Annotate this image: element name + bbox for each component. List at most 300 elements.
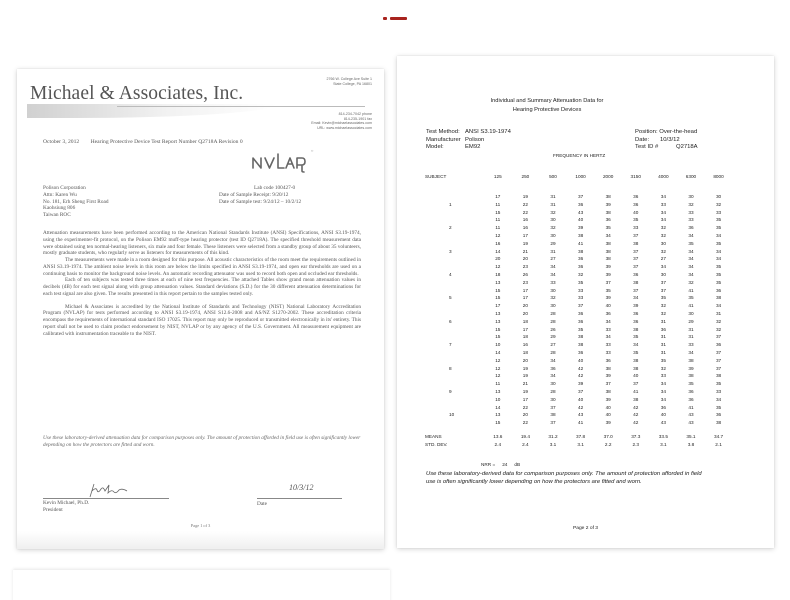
frequency-col: 125	[493, 174, 502, 179]
subject-id	[419, 216, 484, 224]
signature-line	[43, 498, 169, 499]
cell-value: 31	[550, 248, 556, 254]
subject-id	[419, 255, 484, 263]
disclaimer: Use these laboratory-derived attenuation data for comparison purposes only. The amount of protection afforded in field use is often significantly lower depending on how the protectors are fitted and worn.	[43, 435, 361, 448]
report-page-2[interactable]	[397, 56, 774, 548]
subject-id	[419, 404, 484, 412]
frequency-col: 4000	[658, 174, 669, 179]
cell-value: 34	[688, 271, 694, 277]
cell-value: 30	[550, 396, 556, 402]
cell-value: 28	[550, 349, 556, 355]
cell-value: 34	[550, 357, 556, 363]
cell-value: 42	[577, 365, 584, 371]
cell-value: 19	[522, 194, 528, 199]
cell-value: 38	[715, 373, 722, 379]
cell-value: 28	[550, 310, 556, 316]
table-row	[419, 333, 732, 341]
cell-value: 42	[577, 373, 584, 379]
cell-value: 33	[577, 287, 584, 293]
cell-value: 36	[715, 287, 722, 293]
company-address: 2766 W. College Ave Suite 1 State College, PA 16801	[326, 77, 372, 86]
cell-value: 37	[550, 420, 556, 426]
table-row	[419, 396, 732, 404]
date-label: Date	[257, 501, 267, 507]
cell-value: 38	[633, 326, 639, 332]
cell-value: 35	[715, 217, 722, 223]
cell-value: 37	[715, 357, 722, 363]
cell-value: 32	[660, 248, 666, 254]
cell-value: 41	[633, 388, 639, 394]
summary-value: 34.7	[713, 433, 724, 439]
summary-value: 37.3	[631, 433, 641, 439]
cell-value: 37	[633, 248, 639, 254]
cell-value: 29	[550, 240, 556, 246]
cell-value: 35	[715, 264, 722, 270]
cell-value: 22	[522, 201, 528, 207]
cell-value: 35	[715, 279, 722, 285]
cell-value: 32	[660, 365, 666, 371]
cell-value: 39	[688, 365, 694, 371]
frequency-row	[419, 174, 732, 183]
subject-id	[419, 193, 484, 201]
test-method: ANSI S3.19-1974	[465, 129, 511, 135]
summary-value: 19.4	[520, 433, 530, 439]
cell-value: 33	[605, 326, 611, 332]
cell-value: 38	[633, 396, 639, 402]
paragraph: Attenuation measurements have been performed according to the American National Standards Institute (ANSI) Specifications, ANSI S3.19-1974, using the experimenter-fit protocol, on the Polison EM92 muff-type hearing protector (test ID Q2718A). The specified threshold measurement data were obtained using ten normal-hearing listeners, six male and four female. These listeners were selected from a standby group of about 35 volunteers, mostly graduate students, who regularly serve as listeners for measurements of this kind.	[43, 230, 361, 257]
cell-value: 43	[688, 420, 694, 426]
cell-value: 26	[522, 271, 528, 277]
summary-value: 35.1	[686, 433, 696, 439]
subject-id	[419, 326, 484, 334]
cell-value: 13	[495, 388, 501, 394]
cell-value: 38	[577, 334, 584, 340]
cell-value: 37	[550, 404, 556, 410]
cell-value: 21	[522, 248, 528, 254]
frequency-col: 8000	[713, 174, 724, 179]
cell-value: 37	[605, 381, 611, 387]
cell-value: 38	[577, 232, 584, 238]
cell-value: 37	[633, 287, 639, 293]
subject-id	[419, 333, 484, 341]
cell-value: 27	[550, 256, 556, 262]
cell-value: 12	[495, 264, 501, 270]
cell-value: 36	[633, 201, 639, 207]
cell-value: 41	[577, 240, 584, 246]
cell-value: 33	[605, 342, 611, 348]
cell-value: 12	[495, 232, 501, 238]
frequency-col: 1000	[575, 174, 586, 179]
date-line	[257, 498, 342, 499]
summary-value: 3.1	[549, 441, 557, 447]
cell-value: 23	[522, 279, 528, 285]
cell-value: 32	[550, 295, 556, 301]
table-row	[419, 216, 732, 224]
cell-value: 32	[715, 326, 722, 332]
cell-value: 36	[605, 357, 611, 363]
cell-value: 42	[633, 412, 639, 418]
means-row	[419, 433, 732, 441]
cell-value: 38	[605, 209, 611, 215]
cell-value: 34	[550, 271, 556, 277]
cell-value: 38	[715, 295, 722, 301]
cell-value: 34	[715, 256, 722, 262]
cell-value: 39	[605, 271, 611, 277]
cell-value: 38	[577, 248, 584, 254]
summary-label: STD. DEV.	[425, 441, 448, 447]
subject-id	[419, 232, 484, 240]
cell-value: 19	[522, 365, 528, 371]
cell-value: 42	[633, 404, 639, 410]
cell-value: 32	[715, 201, 722, 207]
cell-value: 10	[495, 396, 501, 402]
table-row	[419, 255, 732, 263]
cell-value: 33	[688, 209, 694, 215]
cell-value: 36	[605, 217, 611, 223]
cell-value: 36	[633, 310, 639, 316]
cell-value: 36	[605, 310, 611, 316]
cell-value: 30	[550, 232, 556, 238]
company-contact: 814-234-7042 phone 814-235-1901 fax Email: Kevin@michaelassociates.com URL: www.michaelassociates.com	[311, 112, 372, 130]
cell-value: 23	[522, 264, 528, 270]
table-row	[419, 294, 732, 302]
cell-value: 17	[522, 396, 528, 402]
cell-value: 36	[577, 349, 584, 355]
cell-value: 16	[522, 217, 528, 223]
summary-value: 37.0	[603, 433, 613, 439]
cell-value: 14	[495, 349, 501, 355]
table-row	[419, 248, 732, 256]
cell-value: 34	[688, 232, 694, 238]
cell-value: 38	[605, 194, 611, 199]
receipt-date: Date of Sample Receipt: 9/20/12	[219, 191, 289, 198]
subject-id: 8	[449, 365, 452, 371]
cell-value: 34	[550, 264, 556, 270]
summary-value: 33.5	[658, 433, 668, 439]
cell-value: 34	[660, 381, 666, 387]
cell-value: 12	[495, 357, 501, 363]
summary-value: 31.2	[548, 433, 558, 439]
subject-id	[419, 240, 484, 248]
cell-value: 21	[522, 381, 528, 387]
cell-value: 34	[633, 342, 639, 348]
cell-value: 38	[688, 373, 694, 379]
cell-value: 19	[522, 373, 528, 379]
report-page-1[interactable]	[17, 69, 384, 549]
cell-value: 38	[577, 342, 584, 348]
cell-value: 15	[495, 209, 501, 215]
report-body	[43, 230, 361, 337]
test-info-right: Position: Over-the-head Date: 10/3/12 Test ID # Q2718A	[635, 129, 698, 151]
cell-value: 34	[605, 232, 611, 238]
cell-value: 27	[660, 256, 666, 262]
test-date: 10/3/12	[660, 136, 680, 143]
cell-value: 39	[577, 225, 584, 231]
cell-value: 34	[715, 232, 722, 238]
cell-value: 30	[688, 310, 694, 316]
cell-value: 32	[660, 225, 666, 231]
table-row	[419, 302, 732, 310]
cell-value: 35	[633, 334, 639, 340]
cell-value: 20	[495, 256, 501, 262]
cell-value: 35	[688, 381, 694, 387]
paragraph: The measurements were made in a room designed for this purpose. All acoustic characteristics of the room meet the requirements outlined in ANSI S3.19-1974. The ambient noise levels in this room are below the limits specified in ANSI S3.19-1974, and open ear thresholds are used on a continuing basis to monitor the background noise levels. An automatic recording attenuator was used to record both open and occluded ear thresholds.	[43, 257, 361, 277]
cell-value: 31	[715, 310, 722, 316]
cell-value: 18	[495, 271, 501, 277]
attenuation-table	[419, 174, 732, 449]
cell-value: 14	[495, 404, 501, 410]
cell-value: 34	[660, 194, 666, 199]
cell-value: 33	[633, 225, 639, 231]
cell-value: 11	[495, 217, 501, 223]
cell-value: 35	[715, 404, 722, 410]
company-name: Michael & Associates, Inc.	[30, 83, 244, 104]
table-row	[419, 357, 732, 365]
cell-value: 37	[633, 256, 639, 262]
cell-value: 41	[688, 404, 694, 410]
summary-value: 2.4	[522, 441, 529, 447]
cell-value: 11	[495, 201, 501, 207]
cell-value: 36	[633, 194, 639, 199]
cell-value: 42	[633, 420, 639, 426]
paragraph: Michael & Associates is accredited by the National Institute of Standards and Technology (NIST) National Laboratory Accreditation Program (NVLAP) for tests performed according to ANSI S3.19-1974, ANSI S12.6-2008 and AS/NZ S1270-2002. These accreditation criteria encompass the requirements of international standard ISO 17025. This report may only be reproduced or transmitted electronically in its' entirety. This report shall not be used to claim product endorsement by NIST, NVLAP or by any agency of the U.S. Government. All measurement equipment are calibrated with instrumentation traceable to the NIST.	[43, 303, 361, 337]
cell-value: 30	[550, 287, 556, 293]
cell-value: 34	[715, 248, 722, 254]
cell-value: 35	[605, 225, 611, 231]
cell-value: 19	[522, 240, 528, 246]
subject-id: 4	[449, 271, 452, 277]
cell-value: 39	[605, 420, 611, 426]
table-row	[419, 193, 732, 201]
subject-id: 7	[449, 342, 452, 348]
cell-value: 37	[633, 264, 639, 270]
signature-icon	[87, 481, 131, 499]
cell-value: 37	[577, 194, 584, 199]
table-row	[419, 404, 732, 412]
cell-value: 37	[633, 381, 639, 387]
cell-value: 36	[550, 365, 556, 371]
cell-value: 33	[605, 349, 611, 355]
subject-id	[419, 372, 484, 380]
summary-value: 3.1	[577, 441, 584, 447]
cell-value: 28	[550, 318, 556, 324]
cell-value: 38	[605, 240, 611, 246]
subject-id: 5	[449, 295, 452, 301]
cell-value: 33	[660, 201, 666, 207]
cell-value: 38	[715, 420, 722, 426]
cell-value: 33	[688, 342, 694, 348]
cell-value: 14	[495, 248, 501, 254]
nvlap-logo-icon	[250, 151, 310, 173]
cell-value: 17	[495, 303, 501, 309]
recipient-address: Polison Corporation Attn: Karen Wu No. 181, Erh Sheng First Road Kaohsiung 806 Taiwan ROC	[43, 185, 109, 219]
subject-id	[419, 287, 484, 295]
cell-value: 35	[577, 326, 584, 332]
table-row	[419, 349, 732, 357]
cell-value: 33	[660, 373, 666, 379]
table-title: Individual and Summary Attenuation Data for Hearing Protective Devices	[490, 98, 604, 113]
cell-value: 40	[577, 396, 584, 402]
subject-id: 9	[449, 388, 452, 394]
cell-value: 17	[522, 326, 528, 332]
summary-value: 3.1	[660, 441, 667, 447]
letterhead-rule	[117, 106, 365, 107]
cell-value: 31	[660, 318, 666, 324]
table-row	[419, 240, 732, 248]
cell-value: 36	[577, 264, 584, 270]
subject-id: 2	[449, 225, 452, 231]
subject-id	[419, 263, 484, 271]
cell-value: 22	[522, 209, 528, 215]
cell-value: 40	[605, 404, 611, 410]
cell-value: 30	[715, 194, 722, 199]
cell-value: 35	[660, 357, 666, 363]
cell-value: 20	[522, 357, 528, 363]
cell-value: 30	[550, 303, 556, 309]
cell-value: 40	[633, 209, 639, 215]
page-number: Page 2 of 3	[572, 526, 599, 531]
table-row	[419, 411, 732, 419]
cell-value: 18	[522, 318, 528, 324]
subject-id: 3	[449, 248, 452, 254]
cell-value: 37	[715, 365, 722, 371]
cell-value: 38	[605, 365, 611, 371]
cell-value: 32	[660, 232, 666, 238]
cell-value: 37	[715, 334, 722, 340]
signatory: Kevin Michael, Ph.D. President	[43, 500, 90, 513]
test-id: Q2718A	[676, 144, 698, 151]
cell-value: 35	[633, 349, 639, 355]
cell-value: 29	[550, 334, 556, 340]
subject-id: 1	[449, 201, 452, 207]
cell-value: 31	[550, 194, 556, 199]
report-date: October 3, 2012	[43, 139, 80, 145]
cell-value: 40	[577, 217, 584, 223]
subject-id: 6	[449, 318, 452, 324]
carousel-indicator[interactable]	[383, 17, 407, 20]
indicator-dot[interactable]	[383, 17, 387, 20]
cell-value: 12	[495, 373, 501, 379]
cell-value: 31	[660, 334, 666, 340]
table-row	[419, 365, 732, 373]
cell-value: 35	[715, 271, 722, 277]
nrr-value: 24	[502, 462, 508, 467]
cell-value: 36	[577, 256, 584, 262]
report-dateline	[43, 139, 243, 145]
cell-value: 31	[688, 326, 694, 332]
signed-date: 10/3/12	[289, 483, 314, 492]
cell-value: 36	[633, 271, 639, 277]
table-row	[419, 287, 732, 295]
cell-value: 36	[688, 225, 694, 231]
cell-value: 37	[660, 279, 666, 285]
cell-value: 34	[688, 349, 694, 355]
cell-value: 32	[550, 225, 556, 231]
cell-value: 35	[715, 240, 722, 246]
table-row	[419, 380, 732, 388]
cell-value: 36	[633, 318, 639, 324]
cell-value: 15	[495, 334, 501, 340]
cell-value: 36	[577, 201, 584, 207]
cell-value: 18	[522, 334, 528, 340]
cell-value: 37	[715, 349, 722, 355]
cell-value: 35	[688, 295, 694, 301]
cell-value: 35	[715, 225, 722, 231]
manufacturer: Polison	[465, 136, 485, 143]
indicator-active[interactable]	[390, 17, 407, 20]
cell-value: 33	[550, 279, 556, 285]
table-row	[419, 388, 732, 396]
cell-value: 36	[715, 412, 722, 418]
cell-value: 38	[633, 279, 639, 285]
lab-code: Lab code 100427-0	[254, 185, 296, 191]
cell-value: 35	[715, 381, 722, 387]
cell-value: 42	[577, 404, 584, 410]
test-date: Date of Sample test: 9/24/12 – 10/2/12	[219, 198, 302, 205]
cell-value: 35	[660, 295, 666, 301]
cell-value: 37	[577, 303, 584, 309]
cell-value: 26	[550, 326, 556, 332]
table-row	[419, 372, 732, 380]
summary-value: 37.8	[576, 433, 586, 439]
subject-id	[419, 349, 484, 357]
cell-value: 36	[577, 310, 584, 316]
table-row	[419, 318, 732, 326]
table-row	[419, 263, 732, 271]
scan-shadow	[17, 531, 384, 549]
cell-value: 34	[715, 396, 722, 402]
cell-value: 10	[495, 342, 501, 348]
position: Over-the-head	[659, 129, 698, 135]
cell-value: 15	[495, 326, 501, 332]
cell-value: 32	[660, 303, 666, 309]
cell-value: 19	[522, 388, 528, 394]
cell-value: 30	[660, 240, 666, 246]
subject-id: 10	[449, 412, 455, 418]
cell-value: 22	[522, 420, 528, 426]
cell-value: 29	[688, 318, 694, 324]
cell-value: 39	[633, 303, 639, 309]
cell-value: 37	[577, 388, 584, 394]
cell-value: 39	[605, 396, 611, 402]
sample-meta	[219, 185, 301, 205]
table-row	[419, 419, 732, 427]
cell-value: 16	[522, 225, 528, 231]
cell-value: 32	[688, 201, 694, 207]
cell-value: 39	[605, 295, 611, 301]
cell-value: 13	[495, 310, 501, 316]
paragraph: Each of ten subjects was tested three times at each of nine test frequencies. The attached Tables show grand mean attenuation values in decibels (dB) for each test signal along with group attenuation values. Standard deviations (S.D.) for the 30 different attenuation determinations for each test signal are also given. The results presented in this report pertain to the samples tested only.	[43, 277, 361, 297]
report-page-3[interactable]	[13, 570, 390, 600]
summary-value: 2.1	[715, 441, 722, 447]
cell-value: 31	[660, 349, 666, 355]
cell-value: 17	[522, 295, 528, 301]
cell-value: 37	[660, 287, 666, 293]
table-row	[419, 201, 732, 209]
cell-value: 35	[605, 287, 611, 293]
cell-value: 28	[550, 388, 556, 394]
summary-value: 3.8	[687, 441, 695, 447]
cell-value: 35	[633, 217, 639, 223]
cell-value: 32	[550, 209, 556, 215]
subject-id	[419, 419, 484, 427]
cell-value: 30	[660, 271, 666, 277]
registered-mark: ®	[311, 149, 314, 153]
cell-value: 20	[522, 303, 528, 309]
test-info-left: Test Method: ANSI S3.19-1974 Manufacturer Polison Model: EM92	[426, 129, 511, 151]
cell-value: 34	[633, 295, 639, 301]
cell-value: 13	[495, 318, 501, 324]
